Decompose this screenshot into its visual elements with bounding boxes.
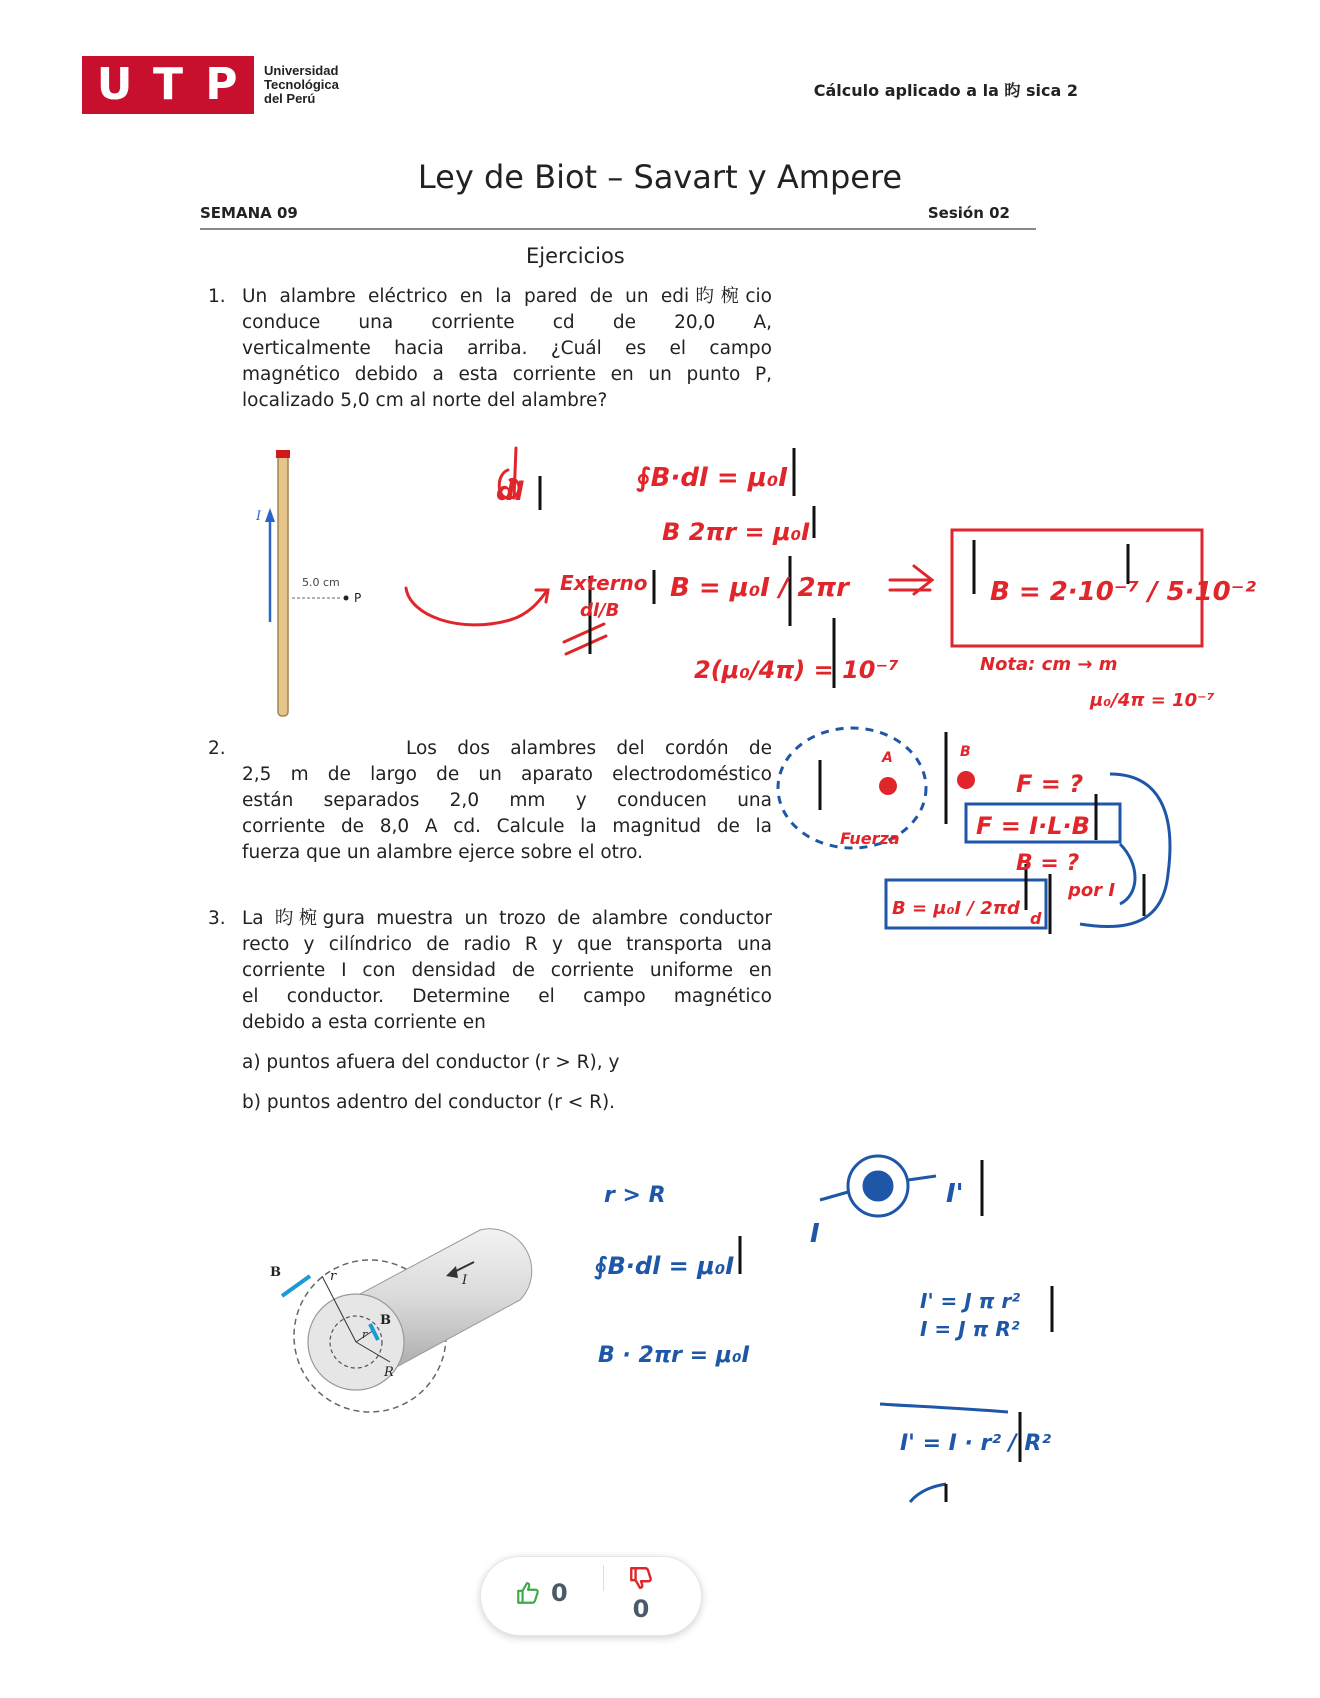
logo-letter-u: U <box>91 56 139 114</box>
exercise-line: Los dos alambres del cordón de <box>406 738 772 759</box>
label-b-inner: B <box>380 1313 391 1328</box>
wire-cross-section <box>848 1156 908 1216</box>
ink-label: B = μ₀I / 2πr <box>670 573 849 603</box>
ink-label: B = 2·10⁻⁷ / 5·10⁻² <box>990 577 1256 607</box>
ink-label: ∮B·dl = μ₀I <box>594 1252 735 1280</box>
vote-widget <box>480 1556 702 1636</box>
upvote-button[interactable] <box>515 1579 568 1607</box>
exercise-text <box>242 284 772 414</box>
ink-stroke <box>880 1404 1008 1412</box>
point-label: P <box>354 591 362 605</box>
ink-label: d <box>1030 909 1042 928</box>
ink-label: B <box>960 744 971 760</box>
thumbs-down-icon <box>628 1565 654 1591</box>
exercise-line: fuerza que un alambre ejerce sobre el otro. <box>242 842 644 863</box>
exercise-text <box>242 736 772 866</box>
exercise-line: 2,5 m de largo de un aparato electrodoméstico <box>242 764 772 785</box>
exercise-line: están separados 2,0 mm y conducen una <box>242 790 772 811</box>
document-title: Ley de Biot – Savart y Ampere <box>417 158 903 196</box>
ink-stroke <box>406 588 546 625</box>
ink-label: Externo <box>560 571 648 595</box>
ink-label: 2(μ₀/4π) = 10⁻⁷ <box>694 656 899 684</box>
exercise-line: conduce una corriente cd de 20,0 A, <box>242 312 772 333</box>
wire-rod <box>278 454 288 716</box>
label-b-outer: B <box>270 1265 281 1280</box>
ink-label: ∮B·dl = μ₀I <box>636 463 788 493</box>
downvote-button[interactable] <box>621 1565 661 1623</box>
wire-top-cap <box>276 450 290 458</box>
vote-divider <box>603 1565 604 1591</box>
exercise-line: corriente I con densidad de corriente uniforme en <box>242 960 772 981</box>
handwritten-notes-ex1 <box>400 440 1256 720</box>
ink-stroke <box>536 590 548 602</box>
ink-stroke <box>1120 844 1135 904</box>
formula-box <box>966 804 1120 842</box>
university-name-line-2: Tecnológica <box>264 77 339 92</box>
university-name <box>264 64 339 106</box>
implies-arrow <box>890 566 932 594</box>
ink-label: I' = J π r² <box>920 1289 1021 1313</box>
exercise-number: 1. <box>208 286 226 307</box>
ink-label: Nota: cm → m <box>980 654 1118 675</box>
exercise-line: el conductor. Determine el campo magnético <box>242 986 772 1007</box>
header-divider <box>200 228 1036 230</box>
ink-label: dl <box>496 477 524 507</box>
label-r-outer: r <box>330 1269 337 1284</box>
ink-label: I = J π R² <box>920 1317 1020 1341</box>
exercise-line: Un alambre eléctrico en la pared de un edi昀椀cio <box>242 286 772 307</box>
university-name-line-1: Universidad <box>264 63 339 78</box>
formula-box <box>886 880 1046 928</box>
wire-b-dot <box>957 771 975 789</box>
answer-box <box>952 530 1202 646</box>
upvote-count: 0 <box>551 1579 568 1607</box>
utp-logo <box>82 56 339 114</box>
session-label: Sesión 02 <box>927 204 1010 222</box>
ink-stroke <box>1080 774 1170 927</box>
handwritten-notes-ex3 <box>580 1150 1140 1510</box>
label-radius: R <box>384 1365 394 1380</box>
ink-label: B 2πr = μ₀I <box>662 518 811 546</box>
section-title: Ejercicios <box>526 244 625 268</box>
ink-label: I <box>810 1219 820 1249</box>
ink-label: r > R <box>604 1183 666 1208</box>
downvote-count: 0 <box>632 1595 650 1623</box>
exercise-part-b: b) puntos adentro del conductor (r < R). <box>242 1092 616 1113</box>
thumbs-up-icon <box>515 1580 541 1606</box>
wire-core <box>864 1172 892 1200</box>
ink-label: B = ? <box>1016 851 1080 876</box>
label-r-inner: r <box>362 1328 368 1341</box>
ink-stroke <box>564 624 606 654</box>
ink-label: I' <box>946 1179 964 1209</box>
exercise-line: recto y cilíndrico de radio R y que transporta una <box>242 934 772 955</box>
week-label: SEMANA 09 <box>200 204 298 222</box>
distance-label: 5.0 cm <box>302 576 340 589</box>
logo-letter-t: T <box>144 56 192 114</box>
ink-stroke <box>820 1176 936 1200</box>
ink-label: μ₀/4π = 10⁻⁷ <box>1090 690 1215 711</box>
ink-label: F = I·L·B <box>976 812 1090 840</box>
b-outer-arrow <box>282 1276 310 1296</box>
ink-label: I' = I · r² / R² <box>900 1431 1051 1456</box>
label-current: I <box>462 1273 468 1288</box>
handwritten-notes-ex2 <box>780 724 1200 964</box>
dashed-circle <box>778 728 926 848</box>
exercise-line: La 昀椀gura muestra un trozo de alambre conductor <box>242 908 772 929</box>
exercise-line: magnético debido a esta corriente en un punto P, <box>242 364 772 385</box>
wire-a-dot <box>879 777 897 795</box>
point-p-marker <box>344 596 349 601</box>
exercise-number: 3. <box>208 908 226 929</box>
ink-stroke <box>514 448 516 498</box>
ink-label: A <box>882 750 893 766</box>
logo-letter-p: P <box>197 56 245 114</box>
exercise-number: 2. <box>208 738 226 759</box>
utp-logo-mark <box>82 56 254 114</box>
current-label: I <box>256 509 262 524</box>
ink-label: F = ? <box>1016 770 1084 798</box>
university-name-line-3: del Perú <box>264 91 316 106</box>
ink-label: B · 2πr = μ₀I <box>598 1343 750 1368</box>
exercise-line: verticalmente hacia arriba. ¿Cuál es el campo <box>242 338 772 359</box>
ink-label: dl/B <box>580 600 620 621</box>
current-arrow-head <box>265 508 275 522</box>
ink-stroke <box>910 1484 946 1502</box>
wire-figure <box>230 446 390 726</box>
exercise-line: debido a esta corriente en <box>242 1012 486 1033</box>
exercise-part-a: a) puntos afuera del conductor (r > R), y <box>242 1052 620 1073</box>
ink-label: Fuerza <box>840 829 900 848</box>
ink-label: B = μ₀I / 2πd <box>892 898 1020 919</box>
course-name: Cálculo aplicado a la 昀 sica 2 <box>813 81 1078 100</box>
exercise-line: localizado 5,0 cm al norte del alambre? <box>242 390 608 411</box>
exercise-text <box>242 906 772 1116</box>
ink-label: por I <box>1068 880 1116 901</box>
ink-stroke <box>499 470 519 498</box>
cylinder-figure <box>270 1190 570 1420</box>
exercise-line: corriente de 8,0 A cd. Calcule la magnitud de la <box>242 816 772 837</box>
